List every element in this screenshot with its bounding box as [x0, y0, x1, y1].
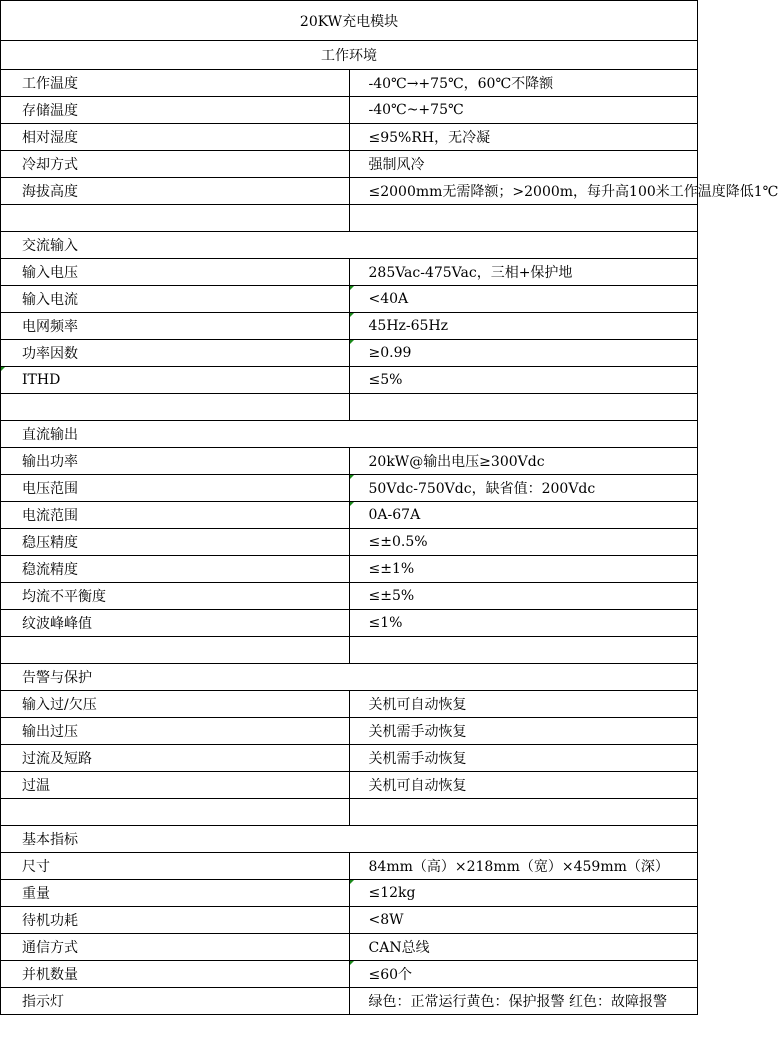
table-row — [1, 340, 698, 367]
table-row — [1, 259, 698, 286]
row-label: 通信方式 — [1, 934, 350, 961]
row-value: 285Vac-475Vac，三相+保护地 — [349, 259, 698, 286]
row-value: ≤±0.5% — [349, 529, 698, 556]
empty-cell — [349, 394, 698, 421]
row-value — [349, 475, 698, 502]
row-value: 关机需手动恢复 — [349, 745, 698, 772]
section-header-basic — [1, 826, 698, 853]
row-label: 海拔高度 — [1, 178, 350, 205]
row-value — [349, 340, 698, 367]
row-value: 84mm（高）×218mm（宽）×459mm（深） — [349, 853, 698, 880]
row-value: ≤95%RH，无冷凝 — [349, 124, 698, 151]
row-value-text: ≤60个 — [368, 967, 413, 983]
row-label-text: ITHD — [22, 372, 61, 388]
empty-cell — [349, 799, 698, 826]
row-value — [349, 502, 698, 529]
cell-error-marker — [350, 961, 354, 965]
row-label: 输出过压 — [1, 718, 350, 745]
section-header-dc — [1, 421, 698, 448]
row-value: 关机可自动恢复 — [349, 691, 698, 718]
table-row — [1, 556, 698, 583]
table-row — [1, 583, 698, 610]
row-label: 均流不平衡度 — [1, 583, 350, 610]
row-label: 工作温度 — [1, 70, 350, 97]
table-row — [1, 772, 698, 799]
cell-error-marker — [350, 313, 354, 317]
table-row — [1, 151, 698, 178]
row-value: -40℃~+75℃ — [349, 97, 698, 124]
section-title-env: 工作环境 — [1, 41, 698, 70]
row-label: 冷却方式 — [1, 151, 350, 178]
row-value: 强制风冷 — [349, 151, 698, 178]
table-row — [1, 448, 698, 475]
empty-cell — [349, 205, 698, 232]
row-value — [349, 313, 698, 340]
row-label: 待机功耗 — [1, 907, 350, 934]
row-label: 存储温度 — [1, 97, 350, 124]
row-label: 电压范围 — [1, 475, 350, 502]
row-label: 输出功率 — [1, 448, 350, 475]
table-row — [1, 529, 698, 556]
section-header-protect — [1, 664, 698, 691]
spacer-row — [1, 637, 698, 664]
cell-error-marker — [350, 286, 354, 290]
table-row — [1, 988, 698, 1015]
table-row — [1, 907, 698, 934]
row-label: 稳压精度 — [1, 529, 350, 556]
row-label — [1, 367, 350, 394]
empty-cell — [349, 637, 698, 664]
spacer-row — [1, 205, 698, 232]
row-label: 稳流精度 — [1, 556, 350, 583]
section-title-ac: 交流输入 — [1, 232, 698, 259]
row-value-text: 0A-67A — [368, 507, 421, 523]
row-value-text: <40A — [368, 291, 409, 307]
row-value: ≤5% — [349, 367, 698, 394]
table-row — [1, 70, 698, 97]
table-row — [1, 610, 698, 637]
row-label: 输入电流 — [1, 286, 350, 313]
row-value: ≤2000mm无需降额；>2000m，每升高100米工作温度降低1℃ — [349, 178, 698, 205]
row-value: 关机可自动恢复 — [349, 772, 698, 799]
row-value — [349, 286, 698, 313]
table-row — [1, 880, 698, 907]
table-row — [1, 475, 698, 502]
table-row — [1, 178, 698, 205]
row-label: 过温 — [1, 772, 350, 799]
cell-error-marker — [350, 475, 354, 479]
row-value-text: 45Hz-65Hz — [368, 318, 449, 334]
row-value-text: ≤12kg — [368, 885, 416, 901]
cell-error-marker — [350, 880, 354, 884]
spacer-row — [1, 799, 698, 826]
row-label: 指示灯 — [1, 988, 350, 1015]
section-title-dc: 直流输出 — [1, 421, 698, 448]
row-value: 20kW@输出电压≥300Vdc — [349, 448, 698, 475]
row-value: 绿色：正常运行黄色：保护报警 红色：故障报警 — [349, 988, 698, 1015]
row-value: ≤±1% — [349, 556, 698, 583]
row-value: CAN总线 — [349, 934, 698, 961]
row-value-text: 50Vdc-750Vdc，缺省值：200Vdc — [368, 481, 596, 497]
table-row — [1, 934, 698, 961]
row-label: 过流及短路 — [1, 745, 350, 772]
row-value: 关机需手动恢复 — [349, 718, 698, 745]
row-value-text: ≥0.99 — [368, 345, 412, 361]
table-row — [1, 286, 698, 313]
spacer-row — [1, 394, 698, 421]
cell-error-marker — [350, 502, 354, 506]
row-label: 尺寸 — [1, 853, 350, 880]
table-row — [1, 97, 698, 124]
table-row — [1, 718, 698, 745]
table-row — [1, 367, 698, 394]
table-row — [1, 313, 698, 340]
row-label: 输入电压 — [1, 259, 350, 286]
row-label: 电网频率 — [1, 313, 350, 340]
table-row — [1, 745, 698, 772]
table-row — [1, 961, 698, 988]
table-row — [1, 502, 698, 529]
empty-cell — [1, 394, 350, 421]
row-value — [349, 961, 698, 988]
cell-error-marker — [1, 367, 5, 371]
title-row — [1, 1, 698, 41]
row-label: 重量 — [1, 880, 350, 907]
row-label: 功率因数 — [1, 340, 350, 367]
row-label: 并机数量 — [1, 961, 350, 988]
row-value: ≤±5% — [349, 583, 698, 610]
row-value: <8W — [349, 907, 698, 934]
empty-cell — [1, 799, 350, 826]
row-value: -40℃→+75℃，60℃不降额 — [349, 70, 698, 97]
row-label: 相对湿度 — [1, 124, 350, 151]
section-title-protect: 告警与保护 — [1, 664, 698, 691]
row-label: 输入过/欠压 — [1, 691, 350, 718]
row-value — [349, 880, 698, 907]
section-header-env — [1, 41, 698, 70]
table-row — [1, 691, 698, 718]
table-title: 20KW充电模块 — [1, 1, 698, 41]
empty-cell — [1, 637, 350, 664]
row-value: ≤1% — [349, 610, 698, 637]
cell-error-marker — [350, 340, 354, 344]
section-title-basic: 基本指标 — [1, 826, 698, 853]
empty-cell — [1, 205, 350, 232]
table-row — [1, 853, 698, 880]
section-header-ac — [1, 232, 698, 259]
table-row — [1, 124, 698, 151]
row-label: 电流范围 — [1, 502, 350, 529]
row-label: 纹波峰峰值 — [1, 610, 350, 637]
